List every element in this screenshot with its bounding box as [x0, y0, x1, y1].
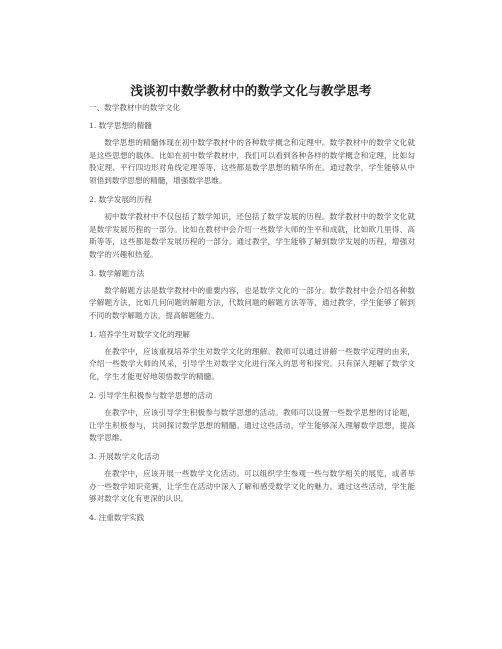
- subsection-heading: 3. 开展数学文化活动: [89, 451, 160, 461]
- paragraph: 数学思想的精髓体现在初中数学教材中的各种数学概念和定理中。数学教材中的数学文化就是这些思想的载体。比如在初中数学教材中，我们可以看到各种各样的数学概念和定理，比如勾股定理、平行四边形对角线定理等等，这些都是数学思想的精华所在。通过教学，学生能够从中领悟到数学思想的精髓，增强数学思维。: [89, 138, 415, 186]
- section-heading: 一、数学教材中的数学文化: [89, 103, 181, 112]
- paragraph: 在教学中，应该引导学生积极参与数学思想的活动。教师可以设置一些数学思想的讨论题，让学生积极参与，共同探讨数学思想的精髓。通过这些活动，学生能够深入理解数学思想，提高数学思维。: [89, 407, 415, 443]
- paragraph: 初中数学教材中不仅包括了数学知识，还包括了数学发展的历程。数学教材中的数学文化就是数学发展历程的一部分。比如在教材中会介绍一些数学大师的生平和成就，比如欧几里得、高斯等等，这些都是数学发展历程的一部分。通过教学，学生能够了解到数学发展的历程，增强对数学的兴趣和热爱。: [89, 211, 415, 259]
- document-title: 浅谈初中数学教材中的数学文化与教学思考: [130, 83, 372, 98]
- paragraph: 在教学中，应该重视培养学生对数学文化的理解。教师可以通过讲解一些数学定理的由来，介绍一些数学大师的风采，引导学生对数学文化进行深入的思考和探究。只有深入理解了数学文化，学生才能更好地领悟数学的精髓。: [89, 346, 415, 382]
- paragraph: 数学解题方法是数学教材中的重要内容，也是数学文化的一部分。数学教材中会介绍各种数学解题方法，比如几何问题的解题方法，代数问题的解题方法等等，通过教学，学生能够了解到不同的数学解题方法，提高解题能力。: [89, 285, 415, 321]
- subsection-heading: 1. 培养学生对数学文化的理解: [89, 329, 190, 339]
- subsection-heading: 1. 数学思想的精髓: [89, 121, 152, 130]
- subsection-heading: 4. 注重数学实践: [89, 513, 145, 523]
- subsection-heading: 3. 数学解题方法: [89, 268, 145, 278]
- paragraph: 在教学中，应该开展一些数学文化活动。可以组织学生参观一些与数学相关的展览，或者举办一些数学知识竞赛，让学生在活动中深入了解和感受数学文化的魅力。通过这些活动，学生能够对数学文化有更深的认识。: [89, 468, 415, 504]
- subsection-heading: 2. 引导学生积极参与数学思想的活动: [89, 390, 213, 400]
- subsection-heading: 2. 数学发展的历程: [89, 194, 152, 204]
- document-body: [89, 102, 415, 529]
